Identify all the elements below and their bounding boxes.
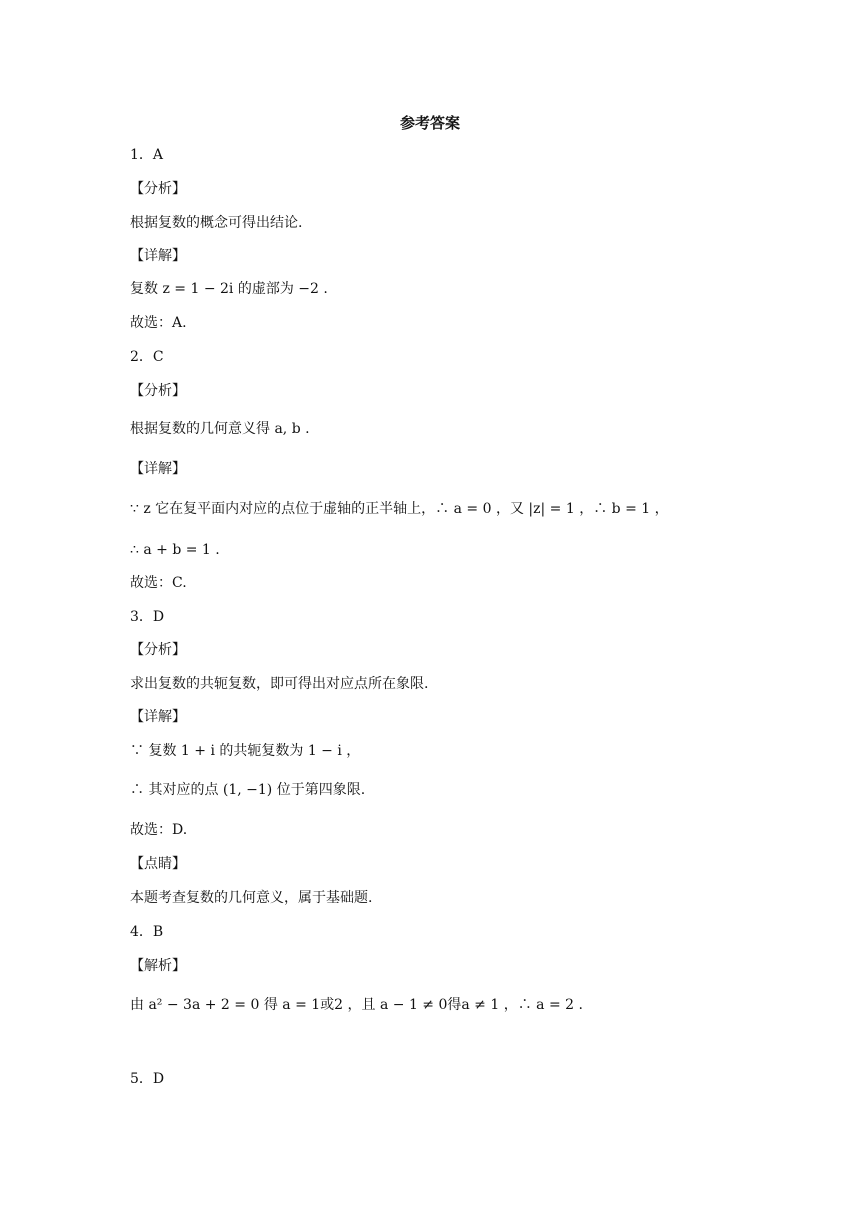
page-title: 参考答案 [399, 114, 460, 132]
choice-text: 故选：A. [130, 315, 187, 331]
solution-text: ∵ z 它在复平面内对应的点位于虚轴的正半轴上，∴ a = 0 ，又 |z| = 1 ，∴ b = 1 ， [130, 501, 669, 517]
solution-text: ∴ a + b = 1 . [130, 542, 220, 558]
choice-text: 故选：C. [130, 575, 187, 591]
analysis-text: 根据复数的几何意义得 a, b . [130, 421, 310, 437]
answer-1: 1．A [130, 147, 164, 163]
section-heading: 【分析】 [130, 383, 186, 399]
analysis-text: 根据复数的概念可得出结论. [130, 215, 303, 231]
solution-text: ∴ 其对应的点 (1, −1) 位于第四象限. [130, 782, 366, 798]
comment-text: 本题考查复数的几何意义，属于基础题. [130, 890, 373, 906]
section-heading: 【详解】 [130, 248, 186, 264]
section-heading: 【解析】 [130, 958, 186, 974]
answer-2: 2．C [130, 349, 164, 365]
choice-text: 故选：D. [130, 822, 188, 838]
section-heading: 【分析】 [130, 642, 186, 658]
section-heading: 【分析】 [130, 181, 186, 197]
answer-4: 4．B [130, 924, 164, 940]
answer-3: 3．D [130, 609, 165, 625]
section-heading: 【详解】 [130, 709, 186, 725]
solution-text: 复数 z = 1 − 2i 的虚部为 −2 . [130, 281, 328, 297]
answer-5: 5．D [130, 1071, 165, 1087]
solution-text: 由 a² − 3a + 2 = 0 得 a = 1或2 ，且 a − 1 ≠ 0得a ≠ 1 ，∴ a = 2 . [130, 997, 583, 1013]
analysis-text: 求出复数的共轭复数，即可得出对应点所在象限. [130, 676, 429, 692]
solution-text: ∵ 复数 1 + i 的共轭复数为 1 − i ， [130, 743, 361, 759]
section-heading: 【点睛】 [130, 856, 186, 872]
section-heading: 【详解】 [130, 461, 186, 477]
